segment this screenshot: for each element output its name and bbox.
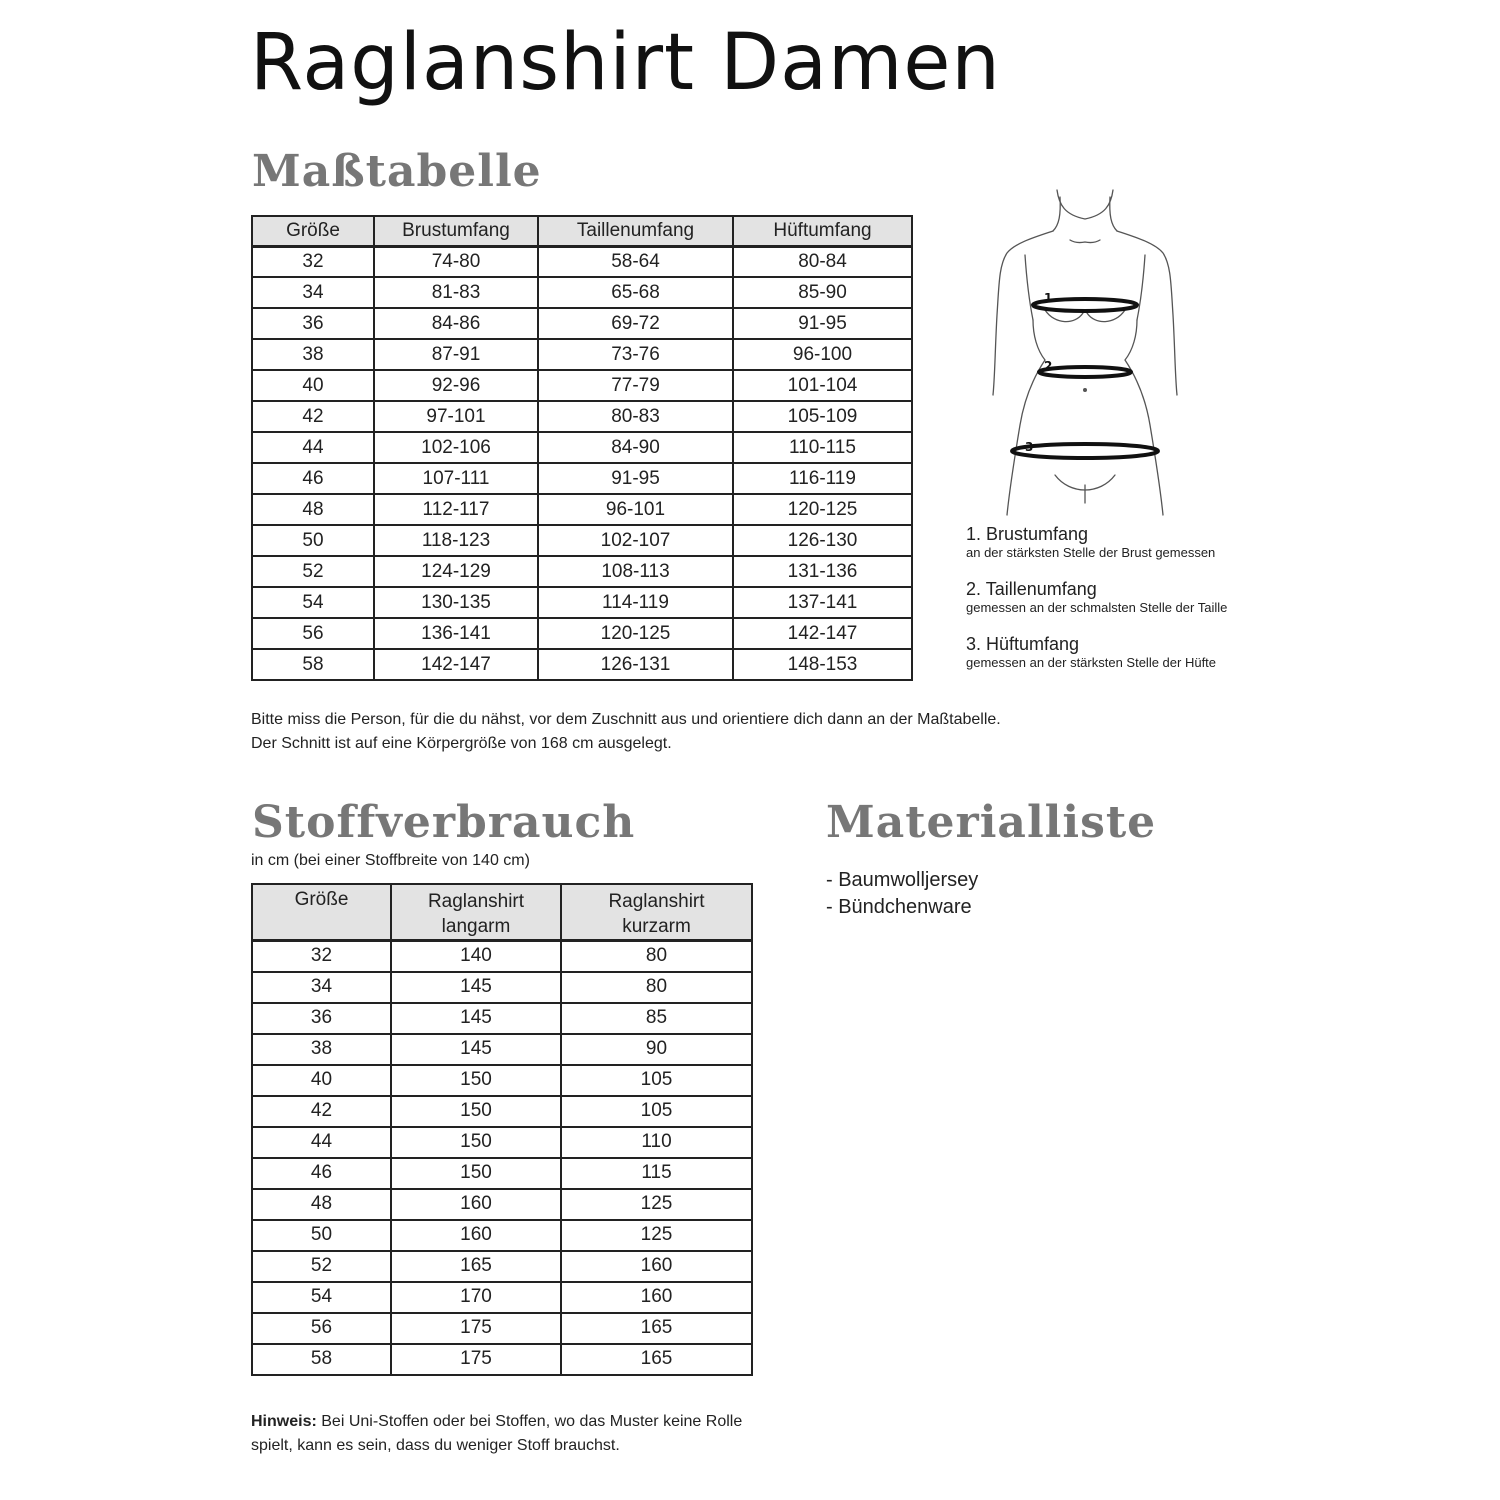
- cell-waist: 91-95: [538, 463, 733, 494]
- cell-size: 32: [252, 246, 374, 277]
- fabric-subtitle: in cm (bei einer Stoffbreite von 140 cm): [251, 852, 530, 869]
- marker-1: 1: [1044, 291, 1053, 305]
- table-row: [252, 308, 912, 339]
- table-row: [252, 1220, 752, 1251]
- cell-bust: 97-101: [374, 401, 538, 432]
- cell-long-sleeve: 150: [391, 1158, 561, 1189]
- table-row: [252, 1127, 752, 1158]
- cell-size: 52: [252, 556, 374, 587]
- cell-short-sleeve: 85: [561, 1003, 752, 1034]
- cell-size: 46: [252, 463, 374, 494]
- cell-waist: 58-64: [538, 246, 733, 277]
- material-list: [826, 867, 978, 921]
- fabric-header-size: [252, 884, 391, 941]
- cell-waist: 65-68: [538, 277, 733, 308]
- table-row: [252, 1065, 752, 1096]
- fabric-table: [251, 883, 753, 1376]
- fabric-heading: Stoffverbrauch: [252, 797, 636, 848]
- cell-size: 50: [252, 1220, 391, 1251]
- cell-size: 36: [252, 1003, 391, 1034]
- legend-item-bust: [966, 524, 1286, 579]
- cell-size: 38: [252, 339, 374, 370]
- cell-size: 48: [252, 494, 374, 525]
- table-row: [252, 941, 752, 972]
- cell-waist: 126-131: [538, 649, 733, 680]
- table-row: [252, 618, 912, 649]
- cell-size: 36: [252, 308, 374, 339]
- cell-hip: 126-130: [733, 525, 912, 556]
- marker-3: 3: [1025, 440, 1034, 454]
- cell-waist: 120-125: [538, 618, 733, 649]
- legend-desc-hip: gemessen an der stärksten Stelle der Hüfte: [966, 655, 1217, 670]
- header-size: Größe: [252, 216, 374, 246]
- cell-hip: 137-141: [733, 587, 912, 618]
- cell-hip: 105-109: [733, 401, 912, 432]
- legend-desc-bust: an der stärksten Stelle der Brust gemessen: [966, 545, 1216, 560]
- cell-bust: 136-141: [374, 618, 538, 649]
- cell-long-sleeve: 145: [391, 972, 561, 1003]
- cell-long-sleeve: 175: [391, 1313, 561, 1344]
- measurement-header-row: [252, 216, 912, 246]
- fabric-hint-line1: [251, 1410, 742, 1434]
- cell-size: 48: [252, 1189, 391, 1220]
- cell-size: 46: [252, 1158, 391, 1189]
- cell-waist: 73-76: [538, 339, 733, 370]
- cell-waist: 102-107: [538, 525, 733, 556]
- table-row: [252, 556, 912, 587]
- cell-bust: 92-96: [374, 370, 538, 401]
- cell-waist: 80-83: [538, 401, 733, 432]
- cell-size: 38: [252, 1034, 391, 1065]
- measure-note-line1: Bitte miss die Person, für die du nähst, vor dem Zuschnitt aus und orientiere dich dann an der Maßtabelle.: [251, 711, 1001, 728]
- fabric-header-short-line2: kurzarm: [622, 916, 691, 937]
- cell-hip: 91-95: [733, 308, 912, 339]
- table-row: [252, 1096, 752, 1127]
- header-waist: Taillenumfang: [538, 216, 733, 246]
- cell-size: 42: [252, 1096, 391, 1127]
- table-row: [252, 401, 912, 432]
- table-row: [252, 277, 912, 308]
- table-row: [252, 972, 752, 1003]
- table-row: [252, 1251, 752, 1282]
- cell-long-sleeve: 140: [391, 941, 561, 972]
- cell-hip: 142-147: [733, 618, 912, 649]
- cell-size: 58: [252, 1344, 391, 1375]
- cell-hip: 120-125: [733, 494, 912, 525]
- legend-title-hip: 3. Hüftumfang: [966, 634, 1080, 654]
- cell-size: 50: [252, 525, 374, 556]
- cell-long-sleeve: 150: [391, 1127, 561, 1158]
- fabric-hint-label: Hinweis:: [251, 1413, 317, 1430]
- material-heading: Materialliste: [826, 797, 1157, 848]
- cell-short-sleeve: 115: [561, 1158, 752, 1189]
- table-row: [252, 1344, 752, 1375]
- cell-short-sleeve: 105: [561, 1065, 752, 1096]
- cell-hip: 80-84: [733, 246, 912, 277]
- cell-bust: 118-123: [374, 525, 538, 556]
- cell-bust: 112-117: [374, 494, 538, 525]
- table-row: [252, 587, 912, 618]
- cell-short-sleeve: 125: [561, 1189, 752, 1220]
- legend-title-waist: 2. Taillenumfang: [966, 579, 1097, 599]
- fabric-header-short-line1: Raglanshirt: [608, 891, 705, 912]
- cell-size: 52: [252, 1251, 391, 1282]
- fabric-header-size-line1: Größe: [294, 889, 349, 910]
- cell-short-sleeve: 160: [561, 1251, 752, 1282]
- cell-bust: 87-91: [374, 339, 538, 370]
- cell-size: 54: [252, 1282, 391, 1313]
- cell-hip: 96-100: [733, 339, 912, 370]
- header-bust: Brustumfang: [374, 216, 538, 246]
- cell-size: 34: [252, 277, 374, 308]
- figure-legend: [966, 524, 1286, 689]
- cell-short-sleeve: 165: [561, 1313, 752, 1344]
- cell-long-sleeve: 145: [391, 1034, 561, 1065]
- cell-short-sleeve: 105: [561, 1096, 752, 1127]
- cell-long-sleeve: 150: [391, 1065, 561, 1096]
- cell-size: 40: [252, 1065, 391, 1096]
- cell-bust: 84-86: [374, 308, 538, 339]
- table-row: [252, 525, 912, 556]
- cell-long-sleeve: 160: [391, 1220, 561, 1251]
- table-row: [252, 649, 912, 680]
- cell-short-sleeve: 80: [561, 972, 752, 1003]
- marker-2: 2: [1044, 359, 1053, 373]
- page-title: Raglanshirt Damen: [250, 18, 1001, 108]
- cell-long-sleeve: 170: [391, 1282, 561, 1313]
- cell-hip: 110-115: [733, 432, 912, 463]
- cell-size: 56: [252, 1313, 391, 1344]
- cell-size: 58: [252, 649, 374, 680]
- material-item: - Baumwolljersey: [826, 869, 979, 891]
- legend-item-waist: [966, 579, 1286, 634]
- cell-waist: 84-90: [538, 432, 733, 463]
- cell-waist: 114-119: [538, 587, 733, 618]
- measurement-table: [251, 215, 913, 681]
- measure-note-line2: Der Schnitt ist auf eine Körpergröße von 168 cm ausgelegt.: [251, 735, 672, 752]
- cell-short-sleeve: 160: [561, 1282, 752, 1313]
- cell-short-sleeve: 125: [561, 1220, 752, 1251]
- cell-short-sleeve: 110: [561, 1127, 752, 1158]
- cell-bust: 107-111: [374, 463, 538, 494]
- cell-size: 56: [252, 618, 374, 649]
- table-row: [252, 1189, 752, 1220]
- cell-hip: 116-119: [733, 463, 912, 494]
- cell-size: 44: [252, 432, 374, 463]
- material-item: - Bündchenware: [826, 896, 972, 918]
- legend-title-bust: 1. Brustumfang: [966, 524, 1089, 544]
- cell-bust: 130-135: [374, 587, 538, 618]
- fabric-header-row: [252, 884, 752, 941]
- cell-bust: 102-106: [374, 432, 538, 463]
- cell-size: 54: [252, 587, 374, 618]
- body-measurement-figure: [985, 185, 1185, 520]
- table-row: [252, 1003, 752, 1034]
- cell-hip: 85-90: [733, 277, 912, 308]
- cell-waist: 77-79: [538, 370, 733, 401]
- cell-long-sleeve: 160: [391, 1189, 561, 1220]
- table-row: [252, 370, 912, 401]
- cell-long-sleeve: 175: [391, 1344, 561, 1375]
- cell-long-sleeve: 150: [391, 1096, 561, 1127]
- table-row: [252, 463, 912, 494]
- cell-long-sleeve: 145: [391, 1003, 561, 1034]
- table-row: [252, 1282, 752, 1313]
- fabric-header-long-line1: Raglanshirt: [427, 891, 525, 912]
- cell-waist: 69-72: [538, 308, 733, 339]
- table-row: [252, 1158, 752, 1189]
- cell-bust: 142-147: [374, 649, 538, 680]
- cell-size: 42: [252, 401, 374, 432]
- table-row: [252, 1313, 752, 1344]
- cell-long-sleeve: 165: [391, 1251, 561, 1282]
- fabric-hint-line2: spielt, kann es sein, dass du weniger Stoff brauchst.: [251, 1437, 620, 1454]
- legend-desc-waist: gemessen an der schmalsten Stelle der Taille: [966, 600, 1228, 615]
- cell-size: 34: [252, 972, 391, 1003]
- cell-hip: 131-136: [733, 556, 912, 587]
- cell-bust: 81-83: [374, 277, 538, 308]
- cell-short-sleeve: 80: [561, 941, 752, 972]
- cell-hip: 148-153: [733, 649, 912, 680]
- cell-waist: 96-101: [538, 494, 733, 525]
- fabric-header-long: [391, 884, 561, 941]
- table-row: [252, 246, 912, 277]
- cell-size: 32: [252, 941, 391, 972]
- table-row: [252, 1034, 752, 1065]
- table-row: [252, 432, 912, 463]
- cell-hip: 101-104: [733, 370, 912, 401]
- cell-short-sleeve: 165: [561, 1344, 752, 1375]
- cell-size: 44: [252, 1127, 391, 1158]
- table-row: [252, 339, 912, 370]
- fabric-hint-text: Bei Uni-Stoffen oder bei Stoffen, wo das Muster keine Rolle: [316, 1413, 743, 1430]
- fabric-header-short: [561, 884, 752, 941]
- measure-heading: Maßtabelle: [252, 146, 542, 197]
- cell-bust: 124-129: [374, 556, 538, 587]
- legend-item-hip: [966, 634, 1286, 689]
- cell-size: 40: [252, 370, 374, 401]
- cell-waist: 108-113: [538, 556, 733, 587]
- header-hip: Hüftumfang: [733, 216, 912, 246]
- fabric-header-long-line2: langarm: [441, 916, 511, 937]
- cell-bust: 74-80: [374, 246, 538, 277]
- table-row: [252, 494, 912, 525]
- cell-short-sleeve: 90: [561, 1034, 752, 1065]
